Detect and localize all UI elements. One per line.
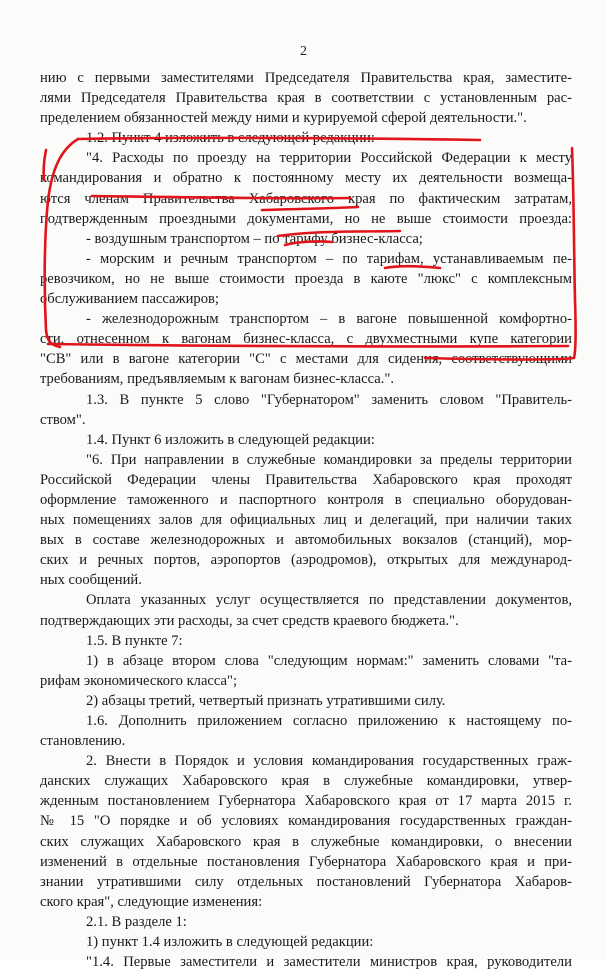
text-line: 2. Внести в Порядок и условия командирования государственных граж- xyxy=(86,753,572,770)
text-line: 1.2. Пункт 4 изложить в следующей редакции: xyxy=(86,130,375,147)
text-line: ных сообщений. xyxy=(40,572,142,589)
text-line: ревозчиком, но не выше стоимости проезда в каюте "люкс" с комплексным xyxy=(40,270,572,287)
text-line: ского края", следующие изменения: xyxy=(40,893,263,910)
text-line: № 15 "О порядке и об условиях командирования государственных граждан- xyxy=(40,813,572,830)
text-line: ются членам Правительства Хабаровского края по фактическим затратам, xyxy=(40,190,572,207)
text-line: 1) в абзаце втором слова "следующим нормам:" заменить словами "та- xyxy=(86,652,572,669)
text-line: "6. При направлении в служебные командировки за пределы территории xyxy=(86,451,572,468)
text-line: 1.5. В пункте 7: xyxy=(86,632,183,649)
text-line: ством". xyxy=(40,411,86,428)
text-line: 1) пункт 1.4 изложить в следующей редакции: xyxy=(86,934,374,951)
text-line: данских служащих Хабаровского края в служебные командировки, утвер- xyxy=(40,773,572,790)
page-number: 2 xyxy=(300,44,307,59)
text-line: 1.3. В пункте 5 слово "Губернатором" заменить словом "Правитель- xyxy=(86,391,572,408)
text-line: требованиям, предъявляемым к вагонам бизнес-класса.". xyxy=(40,371,394,388)
text-line: ских служащих Хабаровского края в служебные командировки, о внесении xyxy=(40,833,572,850)
text-line: рифам экономического класса"; xyxy=(40,672,238,689)
text-line: лями Председателя Правительства края в соответствии с установленным рас- xyxy=(40,90,572,107)
document-body xyxy=(40,68,572,972)
text-line: ских и речных портов, аэропортов (аэродромов), открытых для международ- xyxy=(40,552,572,569)
text-line: 2) абзацы третий, четвертый признать утратившими силу. xyxy=(86,692,446,709)
text-line: "СВ" или в вагоне категории "С" с местами для сидения, соответствующими xyxy=(40,351,572,368)
text-line: вых в составе железнодорожных и автомобильных вокзалов (станций), мор- xyxy=(40,532,572,549)
text-line: - воздушным транспортом – по тарифу бизнес-класса; xyxy=(86,230,423,247)
text-line: ных помещениях залов для официальных лиц и делегаций, при наличии таких xyxy=(40,512,572,529)
text-line: сти, отнесенном к вагонам бизнес-класса, с двухместными купе категории xyxy=(40,331,572,348)
text-line: 1.4. Пункт 6 изложить в следующей редакции: xyxy=(86,431,375,448)
text-line: оформление таможенного и паспортного контроля в специально оборудован- xyxy=(40,491,572,508)
text-line: знании утратившими силу отдельных постановлений Губернатора Хабаров- xyxy=(40,873,572,890)
text-line: командирования и обратно к постоянному месту их деятельности возмеща- xyxy=(40,170,572,187)
text-line: - железнодорожным транспортом – в вагоне повышенной комфортно- xyxy=(86,311,572,328)
text-line: обслуживанием пассажиров; xyxy=(40,291,219,308)
text-line: пределением обязанностей между ними и курируемой сферой деятельности.". xyxy=(40,110,527,127)
text-line: подтвержденным проездными документами, но не выше стоимости проезда: xyxy=(40,210,572,227)
text-line: "1.4. Первые заместители и заместители министров края, руководители xyxy=(86,954,572,971)
text-line: 1.6. Дополнить приложением согласно приложению к настоящему по- xyxy=(86,713,572,729)
text-line: изменений в отдельные постановления Губернатора Хабаровского края и при- xyxy=(40,853,572,870)
text-line: Российской Федерации члены Правительства Хабаровского края проходят xyxy=(40,471,572,488)
text-line: - морским и речным транспортом – по тарифам, устанавливаемым пе- xyxy=(86,250,572,267)
text-line: нию с первыми заместителями Председателя Правительства края, заместите- xyxy=(40,70,572,86)
text-line: подтверждающих эти расходы, за счет средств краевого бюджета.". xyxy=(40,612,459,629)
text-line: жденным постановлением Губернатора Хабаровского края от 17 марта 2015 г. xyxy=(40,793,572,810)
text-line: Оплата указанных услуг осуществляется по представлении документов, xyxy=(86,592,572,609)
text-line: 2.1. В разделе 1: xyxy=(86,913,187,930)
text-line: "4. Расходы по проезду на территории Российской Федерации к месту xyxy=(86,150,572,167)
text-line: становлению. xyxy=(40,733,126,750)
